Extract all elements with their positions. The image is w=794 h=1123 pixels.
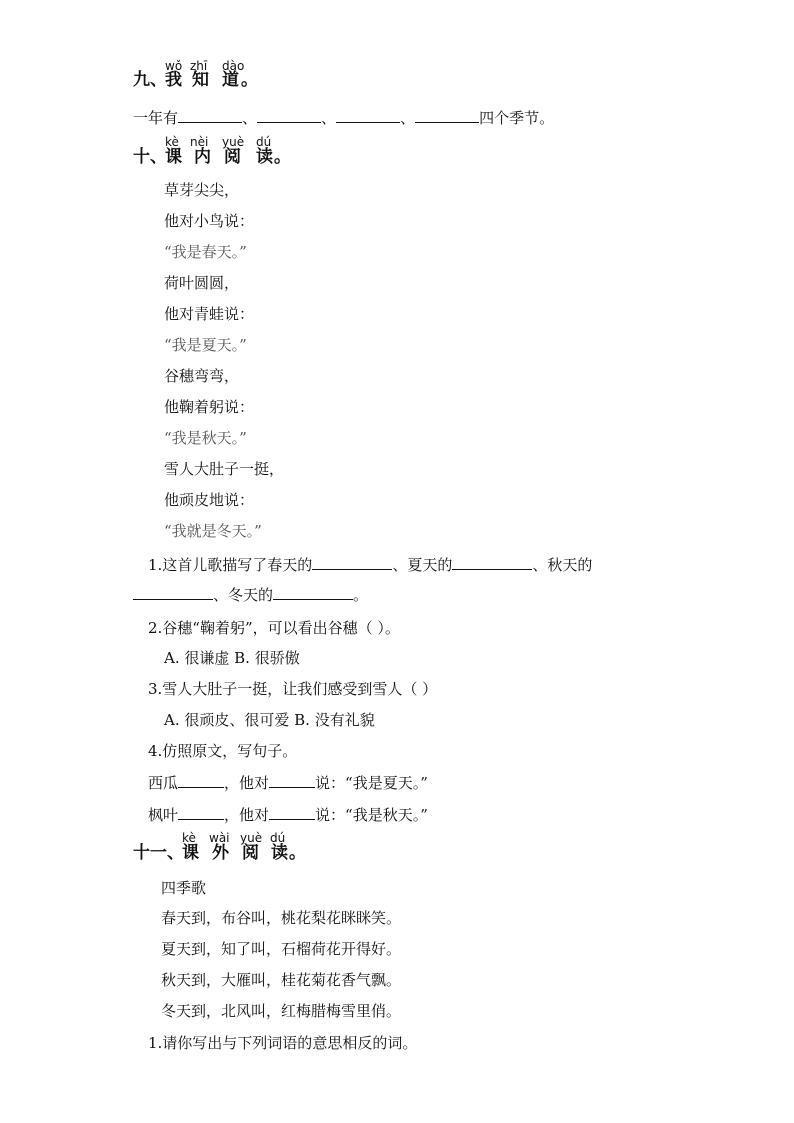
pinyin: dú <box>270 831 286 845</box>
heading-char: 课 <box>182 843 199 863</box>
question-text: 、秋天的 <box>532 556 593 574</box>
pinyin: zhī <box>190 59 208 73</box>
question-4: 4.仿照原文，写句子。 <box>148 742 298 760</box>
answer-blank[interactable] <box>133 585 213 600</box>
question-text: 、冬天的 <box>213 586 274 604</box>
heading-char: 知 <box>192 70 209 90</box>
poem-line: 他对小鸟说： <box>164 212 255 230</box>
question-1: 1.请你写出与下列词语的意思相反的词。 <box>148 1034 418 1052</box>
poem-line: 草芽尖尖， <box>164 181 240 199</box>
question-2-options: A. 很谦虚 B. 很骄傲 <box>164 649 300 667</box>
heading-char: 读 <box>256 147 273 167</box>
poem-line: 荷叶圆圆， <box>164 274 240 292</box>
question-1-line-2 <box>133 585 368 604</box>
pinyin: kè <box>182 831 196 845</box>
heading-char: 道 <box>222 70 239 90</box>
heading-char: 内 <box>194 147 211 167</box>
poem-line: 雪人大肚子一挺， <box>164 460 285 478</box>
poem-line: 秋天到，大雁叫，桂花菊花香气飘。 <box>161 971 402 989</box>
section-9-number: 九、 <box>133 70 167 90</box>
sentence-text: 说：“我是夏天。” <box>315 774 428 792</box>
poem-line: 他鞠着躬说： <box>164 398 255 416</box>
question-2: 2.谷穗“鞠着躬”，可以看出谷穗（ ）。 <box>148 619 400 637</box>
poem-line: 夏天到，知了叫，石榴荷花开得好。 <box>161 940 402 958</box>
sentence-text: 枫叶 <box>148 806 179 824</box>
poem-line: 他对青蛙说： <box>164 305 255 323</box>
heading-period: 。 <box>289 843 306 863</box>
pinyin: kè <box>165 135 179 149</box>
question-3-options: A. 很顽皮、很可爱 B. 没有礼貌 <box>164 711 375 729</box>
question-4-line-1 <box>148 773 428 792</box>
poem-line: 他顽皮地说： <box>164 491 255 509</box>
sentence-text: ，他对 <box>224 774 270 792</box>
heading-char: 阅 <box>224 147 241 167</box>
pinyin: nèi <box>190 135 209 149</box>
question-1-line-1 <box>148 555 592 574</box>
pinyin: dú <box>256 135 272 149</box>
heading-char: 我 <box>165 70 182 90</box>
answer-blank[interactable] <box>269 805 315 820</box>
heading-char: 课 <box>165 147 182 167</box>
pinyin: wǒ <box>165 59 183 73</box>
answer-blank[interactable] <box>257 108 321 123</box>
answer-blank[interactable] <box>178 108 242 123</box>
heading-char: 阅 <box>242 843 259 863</box>
poem-line: “我是春天。” <box>164 243 247 261</box>
poem-line: 谷穗弯弯， <box>164 367 240 385</box>
sentence-text: 西瓜 <box>148 774 179 792</box>
answer-blank[interactable] <box>273 585 353 600</box>
question-4-line-2 <box>148 805 428 824</box>
separator: 、 <box>321 109 337 127</box>
seasons-fill-line <box>133 108 554 127</box>
poem-line: “我是夏天。” <box>164 336 247 354</box>
heading-period: 。 <box>241 70 258 90</box>
question-text: 1.这首儿歌描写了春天的 <box>148 556 313 574</box>
heading-char: 读 <box>271 843 288 863</box>
answer-blank[interactable] <box>178 773 224 788</box>
section-10-number: 十、 <box>133 147 167 167</box>
section-11-number: 十一、 <box>133 843 184 863</box>
answer-blank[interactable] <box>336 108 400 123</box>
question-text: 、夏天的 <box>392 556 453 574</box>
question-3: 3.雪人大肚子一挺，让我们感受到雪人（ ） <box>148 680 438 698</box>
sentence-text: ，他对 <box>224 806 270 824</box>
pinyin: wài <box>209 831 230 845</box>
separator: 、 <box>400 109 416 127</box>
poem-title: 四季歌 <box>161 879 207 897</box>
poem-line: 春天到，布谷叫，桃花梨花眯眯笑。 <box>161 909 402 927</box>
pinyin: yuè <box>222 135 245 149</box>
heading-period: 。 <box>274 147 291 167</box>
answer-blank[interactable] <box>452 555 532 570</box>
answer-blank[interactable] <box>312 555 392 570</box>
line-end: 四个季节。 <box>479 109 555 127</box>
answer-blank[interactable] <box>178 805 224 820</box>
poem-line: “我是秋天。” <box>164 429 247 447</box>
question-text: 。 <box>353 586 369 604</box>
answer-blank[interactable] <box>415 108 479 123</box>
separator: 、 <box>242 109 258 127</box>
heading-char: 外 <box>212 843 229 863</box>
pinyin: yuè <box>240 831 263 845</box>
pinyin: dào <box>222 59 245 73</box>
poem-line: 冬天到，北风叫，红梅腊梅雪里俏。 <box>161 1002 402 1020</box>
poem-line: “我就是冬天。” <box>164 522 262 540</box>
line-start: 一年有 <box>133 109 179 127</box>
sentence-text: 说：“我是秋天。” <box>315 806 428 824</box>
answer-blank[interactable] <box>269 773 315 788</box>
